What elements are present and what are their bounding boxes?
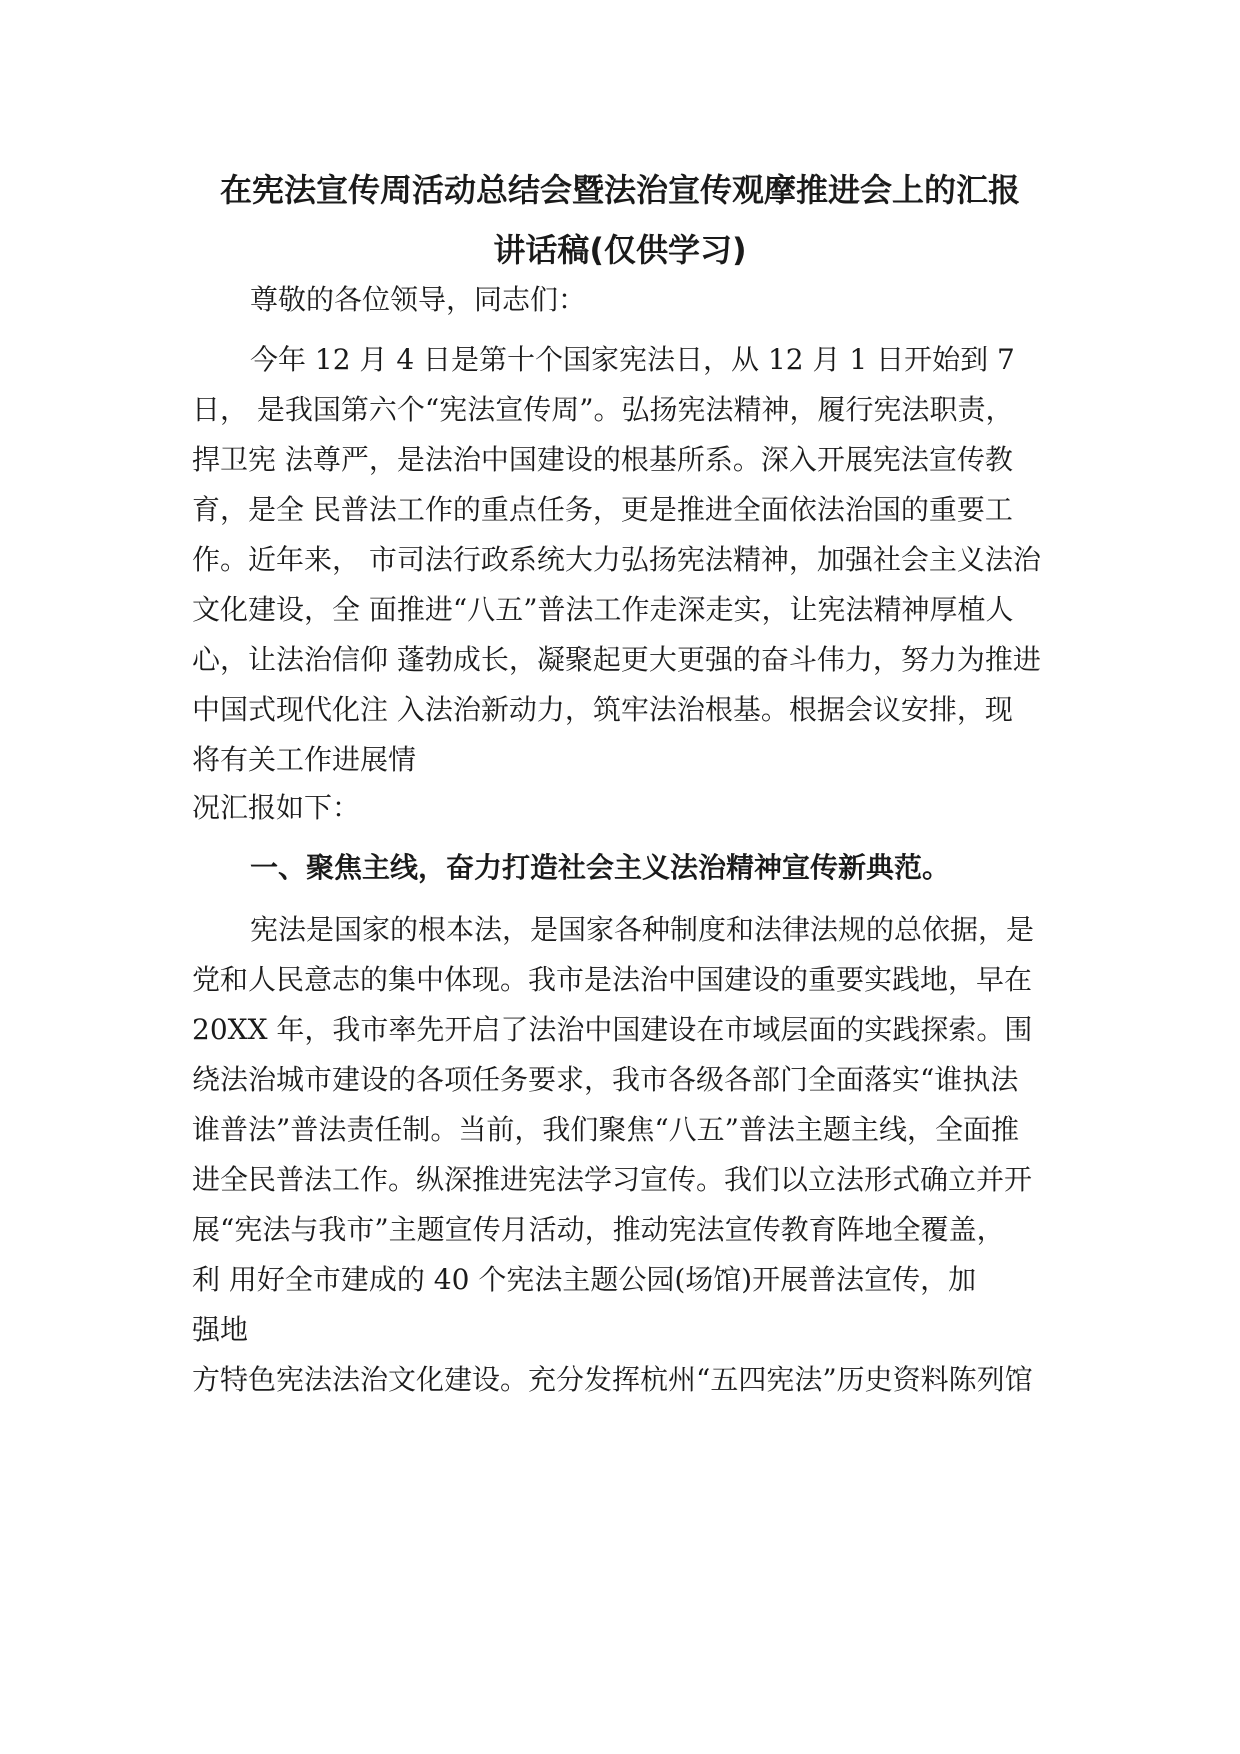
paragraph-line: 将有关工作进展情 (192, 743, 417, 776)
paragraph-line: 中国式现代化注 入法治新动力，筑牢法治根基。根据会议安排，现 (192, 693, 1013, 726)
title-line-1: 在宪法宣传周活动总结会暨法治宣传观摩推进会上的汇报 (219, 171, 1020, 209)
paragraph-line: 捍卫宪 法尊严，是法治中国建设的根基所系。深入开展宪法宣传教 (192, 443, 1013, 476)
paragraph-line: 强地 (192, 1313, 249, 1346)
paragraph-line: 今年 12 月 4 日是第十个国家宪法日，从 12 月 1 日开始到 7 (250, 343, 1015, 376)
paragraph-line: 20XX 年，我市率先开启了法治中国建设在市域层面的实践探索。围 (192, 1013, 1033, 1046)
paragraph-line: 利 用好全市建成的 40 个宪法主题公园(场馆)开展普法宣传，加 (192, 1263, 977, 1296)
paragraph-line: 方特色宪法法治文化建设。充分发挥杭州“五四宪法”历史资料陈列馆 (192, 1363, 1033, 1396)
paragraph-line: 心，让法治信仰 蓬勃成长，凝聚起更大更强的奋斗伟力，努力为推进 (192, 643, 1041, 676)
paragraph-line: 育，是全 民普法工作的重点任务，更是推进全面依法治国的重要工 (192, 493, 1013, 526)
paragraph-line: 况汇报如下： (192, 791, 361, 824)
salutation: 尊敬的各位领导，同志们： (250, 283, 587, 316)
paragraph-line: 宪法是国家的根本法，是国家各种制度和法律法规的总依据，是 (250, 913, 1035, 946)
paragraph-line: 谁普法”普法责任制。当前，我们聚焦“八五”普法主题主线，全面推 (192, 1113, 1019, 1146)
paragraph-line: 进全民普法工作。纵深推进宪法学习宣传。我们以立法形式确立并开 (192, 1163, 1033, 1196)
paragraph-line: 展“宪法与我市”主题宣传月活动，推动宪法宣传教育阵地全覆盖， (192, 1213, 1005, 1246)
paragraph-line: 绕法治城市建设的各项任务要求，我市各级各部门全面落实“谁执法 (192, 1063, 1019, 1096)
title-line-2: 讲话稿(仅供学习) (493, 231, 747, 269)
paragraph-line: 党和人民意志的集中体现。我市是法治中国建设的重要实践地，早在 (192, 963, 1033, 996)
paragraph-line: 文化建设，全 面推进“八五”普法工作走深走实，让宪法精神厚植人 (192, 593, 1014, 626)
paragraph-line: 日， 是我国第六个“宪法宣传周”。弘扬宪法精神，履行宪法职责， (192, 393, 1014, 426)
section-heading: 一、聚焦主线，奋力打造社会主义法治精神宣传新典范。 (250, 851, 951, 884)
paragraph-line: 作。近年来， 市司法行政系统大力弘扬宪法精神，加强社会主义法治 (192, 543, 1041, 576)
